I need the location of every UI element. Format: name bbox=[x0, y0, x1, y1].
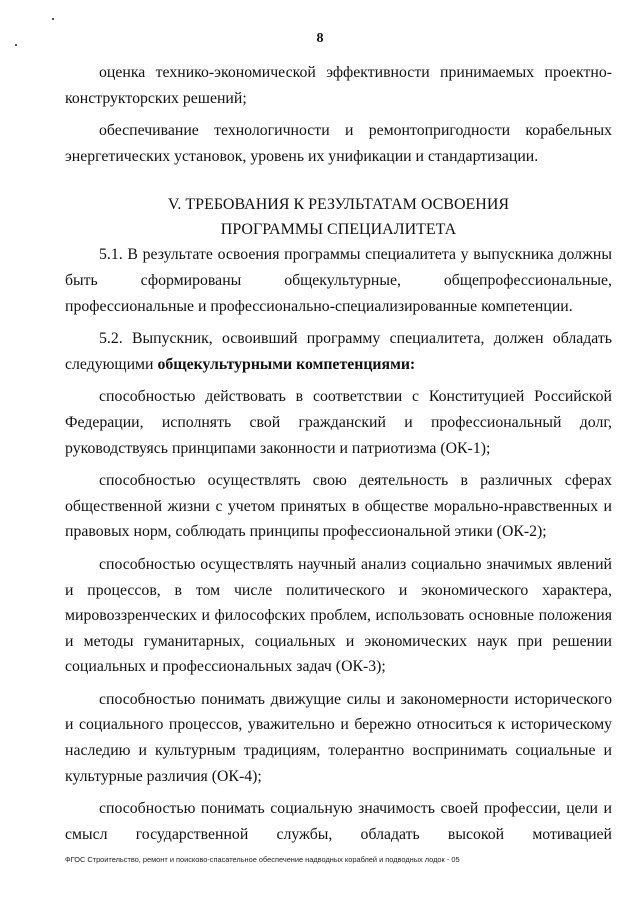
paragraph-5-2-text: 5.2. Выпускник, освоивший программу специалитета, должен обладать следующими bbox=[65, 330, 612, 373]
competency-ok-1: способностью действовать в соответствии с Конституцией Российской Федерации, исполнять свой гражданский и профессиональный долг, руководствуясь принципами законности и патриотизма (ОК-1); bbox=[65, 388, 612, 457]
scan-speck bbox=[52, 18, 54, 20]
competency-ok-5-partial: способностью понимать социальную значимость своей профессии, цели и смысл государственной службы, обладать высокой мотивацией bbox=[65, 800, 612, 843]
competency-ok-4: способностью понимать движущие силы и закономерности исторического и социального процессов, уважительно и бережно относиться к историческому наследию и культурным традициям, толерантно воспринимать социальные и культурные различия (ОК-4); bbox=[65, 690, 612, 785]
page-footer: ФГОС Строительство, ремонт и поисково-спасательное обеспечение надводных кораблей и подводных лодок - 05 bbox=[65, 855, 460, 864]
paragraph-5-2 bbox=[65, 326, 612, 377]
paragraph-econ-efficiency: оценка технико-экономической эффективности принимаемых проектно-конструкторских решений; bbox=[65, 64, 612, 107]
section-title-line2: ПРОГРАММЫ СПЕЦИАЛИТЕТА bbox=[220, 221, 457, 239]
paragraph-manufacturability: обеспечивание технологичности и ремонтопригодности корабельных энергетических установок, уровень их унификации и стандартизации. bbox=[65, 122, 612, 165]
section-heading bbox=[65, 192, 612, 242]
competency-ok-3: способностью осуществлять научный анализ социально значимых явлений и процессов, в том числе политического и экономического характера, мировоззренческих и философских проблем, использовать основные положения и методы гуманитарных, социальных и экономических наук при решении социальных и профессиональных задач (ОК-3); bbox=[65, 555, 612, 676]
page-number: 8 bbox=[316, 31, 324, 46]
section-title-line1: V. ТРЕБОВАНИЯ К РЕЗУЛЬТАТАМ ОСВОЕНИЯ bbox=[167, 196, 510, 214]
paragraph-5-2-bold: общекультурными компетенциями: bbox=[157, 355, 416, 373]
document-body bbox=[65, 60, 612, 847]
paragraph-5-1: 5.1. В результате освоения программы специалитета у выпускника должны быть сформированы общекультурные, общепрофессиональные, профессиональные и профессионально-специализированные компетенции. bbox=[65, 246, 612, 315]
competency-ok-2: способностью осуществлять свою деятельность в различных сферах общественной жизни с учетом принятых в обществе морально-нравственных и правовых норм, соблюдать принципы профессиональной этики (ОК-2); bbox=[65, 472, 612, 541]
